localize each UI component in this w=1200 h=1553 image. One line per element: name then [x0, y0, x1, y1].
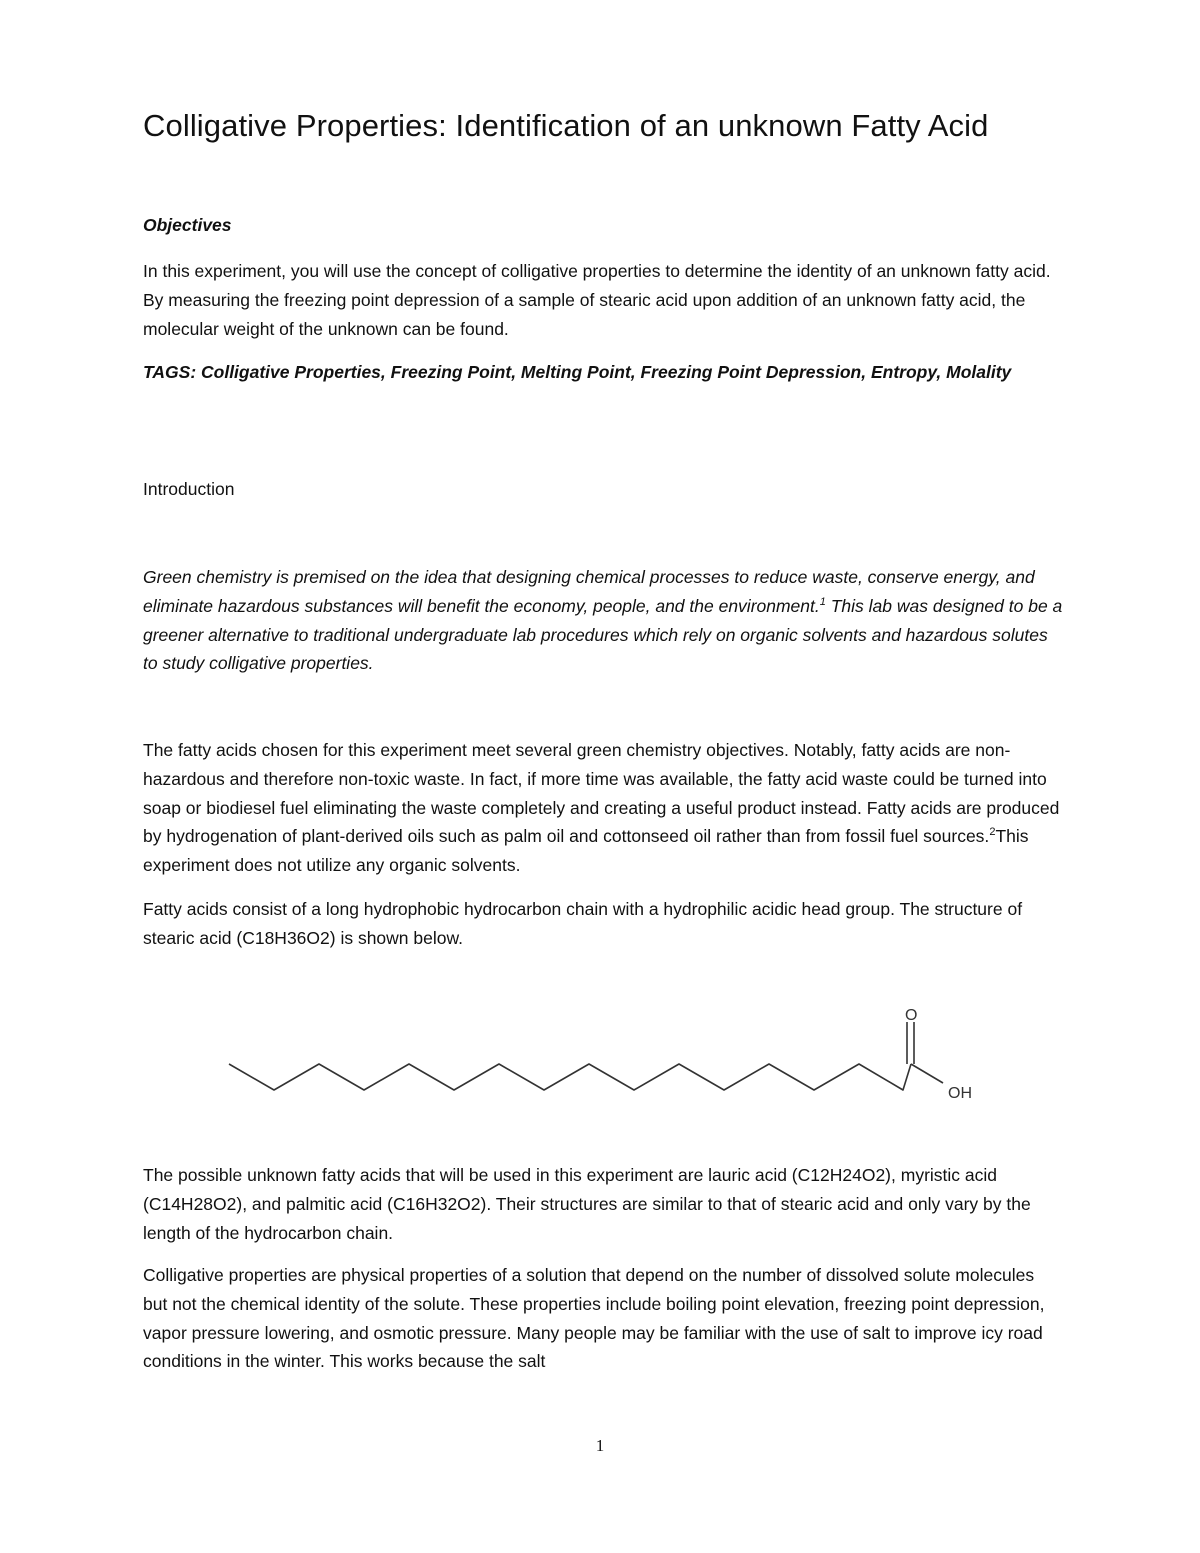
objectives-paragraph: In this experiment, you will use the concept of colligative properties to determine the identity of an unknown fatty acid. By measuring the freezing point depression of a sample of stearic acid upon addition of an unknown fatty acid, the molecular weight of the unknown can be found.: [143, 261, 1051, 339]
fatty-acids-text: The fatty acids chosen for this experiment meet several green chemistry objectives. Notably, fatty acids are non-hazardous and therefore non-toxic waste. In fact, if more time was available, the fatty acid waste could be turned into soap or biodiesel fuel eliminating the waste completely and creating a useful product instead. Fatty acids are produced by hydrogenation of plant-derived oils such as palm oil and cottonseed oil rather than from fossil fuel sources.: [143, 740, 1060, 847]
unknowns-paragraph: The possible unknown fatty acids that will be used in this experiment are lauric acid (C12H24O2), myristic acid (C14H28O2), and palmitic acid (C16H32O2). Their structures are similar to that of stearic acid and only vary by the length of the hydrocarbon chain.: [143, 1165, 1031, 1243]
green-chemistry-text: Green chemistry is premised on the idea that designing chemical processes to reduce waste, conserve energy, and eliminate hazardous substances will benefit the economy, people, and the environment.: [143, 567, 1035, 616]
hydroxyl-bond: [911, 1064, 943, 1083]
fatty-acids-paragraph: [143, 736, 1063, 880]
page-title: Colligative Properties: Identification of an unknown Fatty Acid: [143, 108, 989, 143]
green-chemistry-text-2: This lab was designed to be a greener alternative to traditional undergraduate lab procedures which rely on organic solvents and hazardous solutes to study colligative properties.: [143, 595, 1063, 674]
tags-line: TAGS: Colligative Properties, Freezing Point, Melting Point, Freezing Point Depression, Entropy, Molality: [143, 362, 1012, 382]
reference-1: 1: [819, 595, 826, 608]
hydroxyl-label: OH: [948, 1085, 972, 1102]
structure-paragraph: Fatty acids consist of a long hydrophobic hydrocarbon chain with a hydrophilic acidic head group. The structure of stearic acid (C18H36O2) is shown below.: [143, 899, 1023, 948]
green-chemistry-paragraph: [143, 563, 1063, 678]
introduction-heading: Introduction: [143, 479, 235, 499]
stearic-acid-structure: [225, 1000, 985, 1115]
reference-2: 2: [989, 826, 996, 839]
colligative-paragraph: Colligative properties are physical properties of a solution that depend on the number of dissolved solute molecules but not the chemical identity of the solute. These properties include boiling point elevation, freezing point depression, vapor pressure lowering, and osmotic pressure. Many people may be familiar with the use of salt to improve icy road conditions in the winter. This works because the salt: [143, 1265, 1045, 1372]
objectives-heading: Objectives: [143, 215, 232, 235]
oxygen-label: O: [905, 1007, 918, 1024]
fatty-acids-text-2: This experiment does not utilize any organic solvents.: [143, 826, 1029, 876]
page-number: 1: [595, 1436, 605, 1455]
hydrocarbon-chain: [229, 1064, 911, 1090]
